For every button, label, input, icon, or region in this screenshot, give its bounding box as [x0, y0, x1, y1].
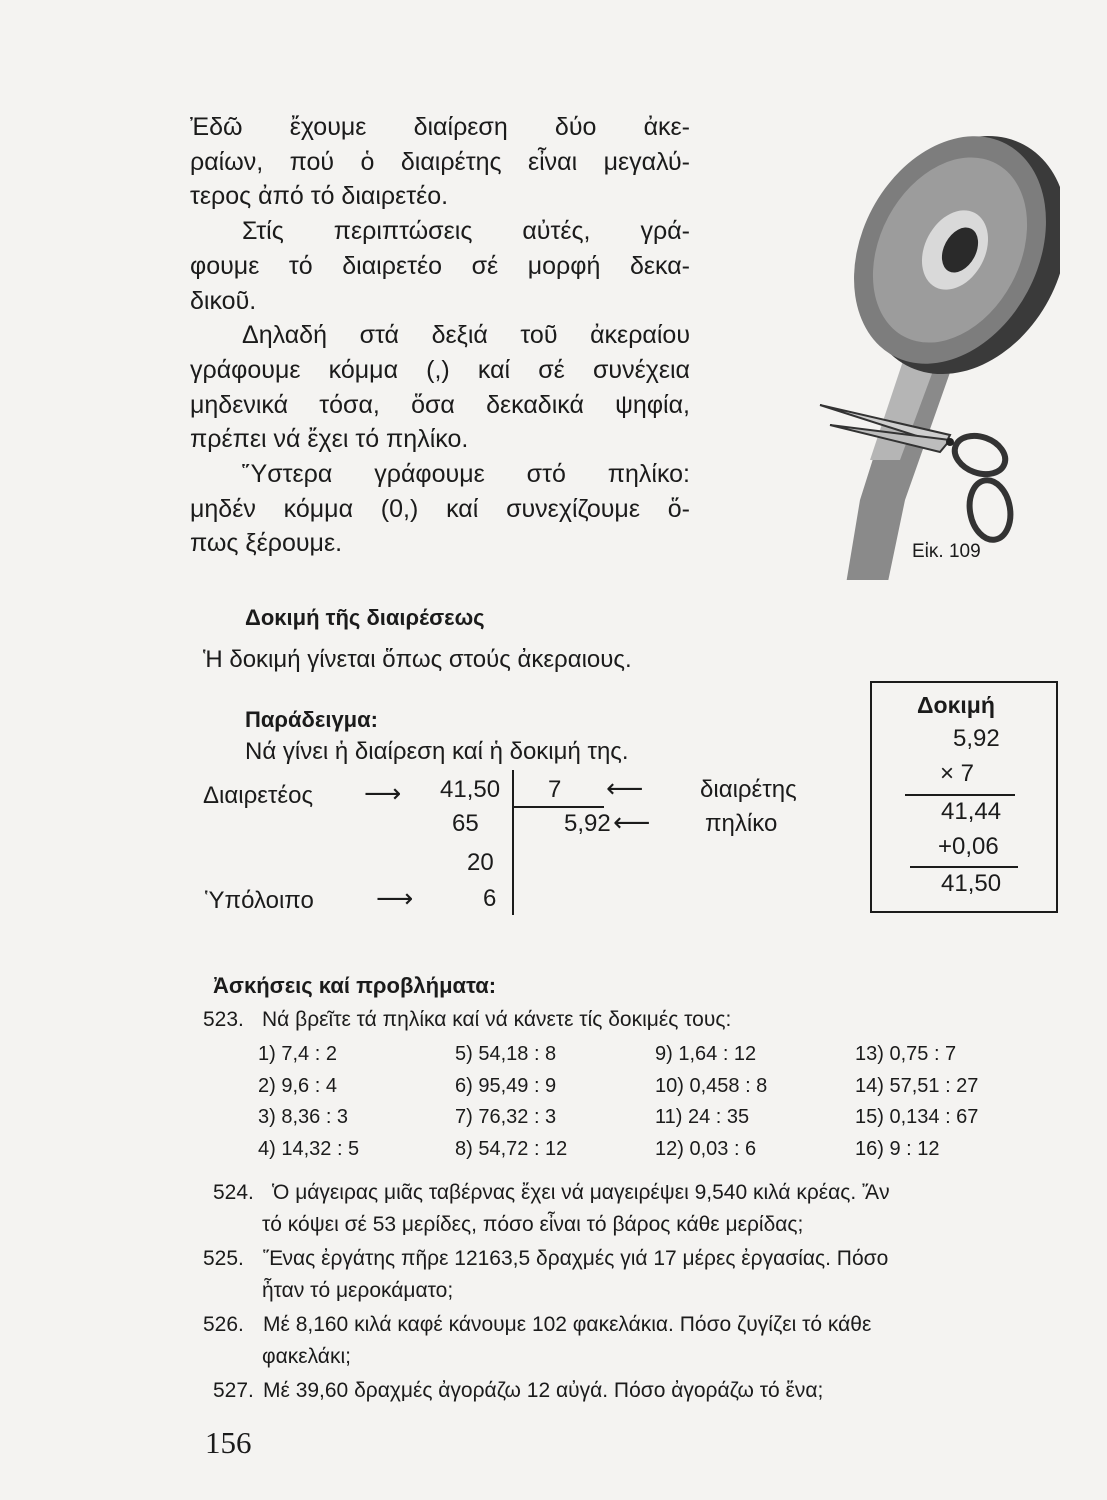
exercise-item: 5) 54,18 : 8 — [455, 1043, 557, 1065]
problem-number: 525. — [203, 1247, 244, 1270]
problem-text: Μέ 39,60 δραχμές ἀγοράζω 12 αὐγά. Πόσο ἀγοράζω τό ἕνα; — [263, 1379, 824, 1402]
exercise-item: 15) 0,134 : 67 — [855, 1106, 979, 1128]
problem-text: ἦταν τό μεροκάματο; — [262, 1279, 454, 1302]
division-horizontal-rule — [514, 806, 604, 808]
exercise-item: 1) 7,4 : 2 — [258, 1043, 337, 1065]
exercise-number: 523. — [203, 1008, 244, 1031]
exercise-item: 7) 76,32 : 3 — [455, 1106, 557, 1128]
exercise-item: 6) 95,49 : 9 — [455, 1075, 557, 1097]
example-text: Νά γίνει ἡ διαίρεση καί ἡ δοκιμή της. — [245, 738, 629, 765]
intro-line: Στίς περιπτώσεις αὐτές, γρά- — [242, 217, 690, 246]
exercise-item: 10) 0,458 : 8 — [655, 1075, 768, 1097]
scissors-handle — [949, 429, 1010, 481]
intro-line: ραίων, πού ὁ διαιρέτης εἶναι μεγαλύ- — [190, 147, 690, 176]
exercise-item: 8) 54,72 : 12 — [455, 1138, 568, 1160]
check-box-line: × 7 — [940, 760, 975, 787]
arrow-right: ⟶ — [376, 883, 414, 913]
check-box-line: 5,92 — [953, 725, 1000, 752]
check-box-rule — [910, 866, 1018, 868]
intro-line: γράφουμε κόμμα (,) καί σέ συνέχεια — [190, 355, 690, 384]
problem-number: 527. — [213, 1379, 254, 1402]
problem-number: 526. — [203, 1313, 244, 1336]
remainder-label: Ὑπόλοιπο — [205, 887, 314, 914]
problem-number: 524. — [213, 1181, 254, 1204]
remainder-value: 6 — [483, 885, 497, 912]
exercise-item: 11) 24 : 35 — [655, 1106, 750, 1128]
intro-line: μηδέν κόμμα (0,) καί συνεχίζουμε ὅ- — [190, 494, 690, 523]
intro-line: μηδενικά τόσα, ὅσα δεκαδικά ψηφία, — [190, 390, 690, 419]
check-box-line: 41,50 — [941, 870, 1002, 897]
intro-line: πως ξέρουμε. — [190, 529, 343, 558]
intro-line: δικοῦ. — [190, 286, 257, 315]
exercises-heading: Ἀσκήσεις καί προβλήματα: — [213, 973, 497, 998]
check-text: Ἡ δοκιμή γίνεται ὅπως στούς ἀκεραιους. — [203, 646, 632, 673]
exercise-item: 12) 0,03 : 6 — [655, 1138, 757, 1160]
divisor-label: διαιρέτης — [700, 776, 797, 803]
check-box-line: +0,06 — [938, 833, 999, 860]
intro-line: φουμε τό διαιρετέο σέ μορφή δεκα- — [190, 251, 690, 280]
exercise-item: 14) 57,51 : 27 — [855, 1075, 979, 1097]
check-box-line: 41,44 — [941, 798, 1002, 825]
intro-line: Δηλαδή στά δεξιά τοῦ ἀκεραίου — [242, 321, 690, 350]
exercise-item: 4) 14,32 : 5 — [258, 1138, 360, 1160]
exercise-item: 13) 0,75 : 7 — [855, 1043, 957, 1065]
division-step: 20 — [467, 849, 494, 876]
exercise-item: 3) 8,36 : 3 — [258, 1106, 349, 1128]
intro-line: Ὕστερα γράφουμε στό πηλίκο: — [242, 460, 690, 489]
figure-caption: Εἰκ. 109 — [912, 541, 981, 562]
divisor-value: 7 — [548, 776, 562, 803]
check-box-title: Δοκιμή — [917, 692, 995, 718]
arrow-left: ⟵ — [606, 773, 644, 803]
intro-text — [190, 110, 690, 561]
intro-line: Ἐδῶ ἔχουμε διαίρεση δύο ἀκε- — [190, 113, 690, 141]
exercise-item: 16) 9 : 12 — [855, 1138, 940, 1160]
division-step: 65 — [452, 810, 479, 837]
intro-line: πρέπει νά ἔχει τό πηλίκο. — [190, 425, 469, 454]
dividend-value: 41,50 — [440, 776, 501, 803]
problem-text: τό κόψει σέ 53 μερίδες, πόσο εἶναι τό βάρος κάθε μερίδας; — [262, 1213, 804, 1236]
intro-line: τερος ἀπό τό διαιρετέο. — [190, 182, 449, 211]
ribbon-scissors-illustration — [800, 60, 1060, 580]
quotient-label: πηλίκο — [705, 810, 778, 837]
division-vertical-rule — [512, 770, 514, 915]
exercise-item: 9) 1,64 : 12 — [655, 1043, 757, 1065]
check-heading: Δοκιμή τῆς διαιρέσεως — [245, 605, 485, 630]
problem-text: Μέ 8,160 κιλά καφέ κάνουμε 102 φακελάκια. Πόσο ζυγίζει τό κάθε — [263, 1313, 872, 1336]
check-box-rule — [905, 794, 1015, 796]
page-number: 156 — [205, 1425, 252, 1460]
scissors-pivot — [946, 438, 954, 446]
arrow-left: ⟵ — [613, 807, 651, 837]
problem-text: Ὁ μάγειρας μιᾶς ταβέρνας ἔχει νά μαγειρέψει 9,540 κιλά κρέας. Ἄν — [272, 1181, 890, 1204]
example-heading: Παράδειγμα: — [245, 707, 378, 732]
scissors-handle — [965, 477, 1015, 543]
exercise-instruction: Νά βρεῖτε τά πηλίκα καί νά κάνετε τίς δοκιμές τους: — [262, 1008, 732, 1031]
quotient-value: 5,92 — [564, 810, 611, 837]
arrow-right: ⟶ — [364, 778, 402, 808]
problem-text: φακελάκι; — [262, 1345, 351, 1368]
exercise-item: 2) 9,6 : 4 — [258, 1075, 337, 1097]
dividend-label: Διαιρετέος — [203, 782, 314, 809]
problem-text: Ἕνας ἐργάτης πῆρε 12163,5 δραχμές γιά 17 μέρες ἐργασίας. Πόσο — [263, 1247, 889, 1270]
